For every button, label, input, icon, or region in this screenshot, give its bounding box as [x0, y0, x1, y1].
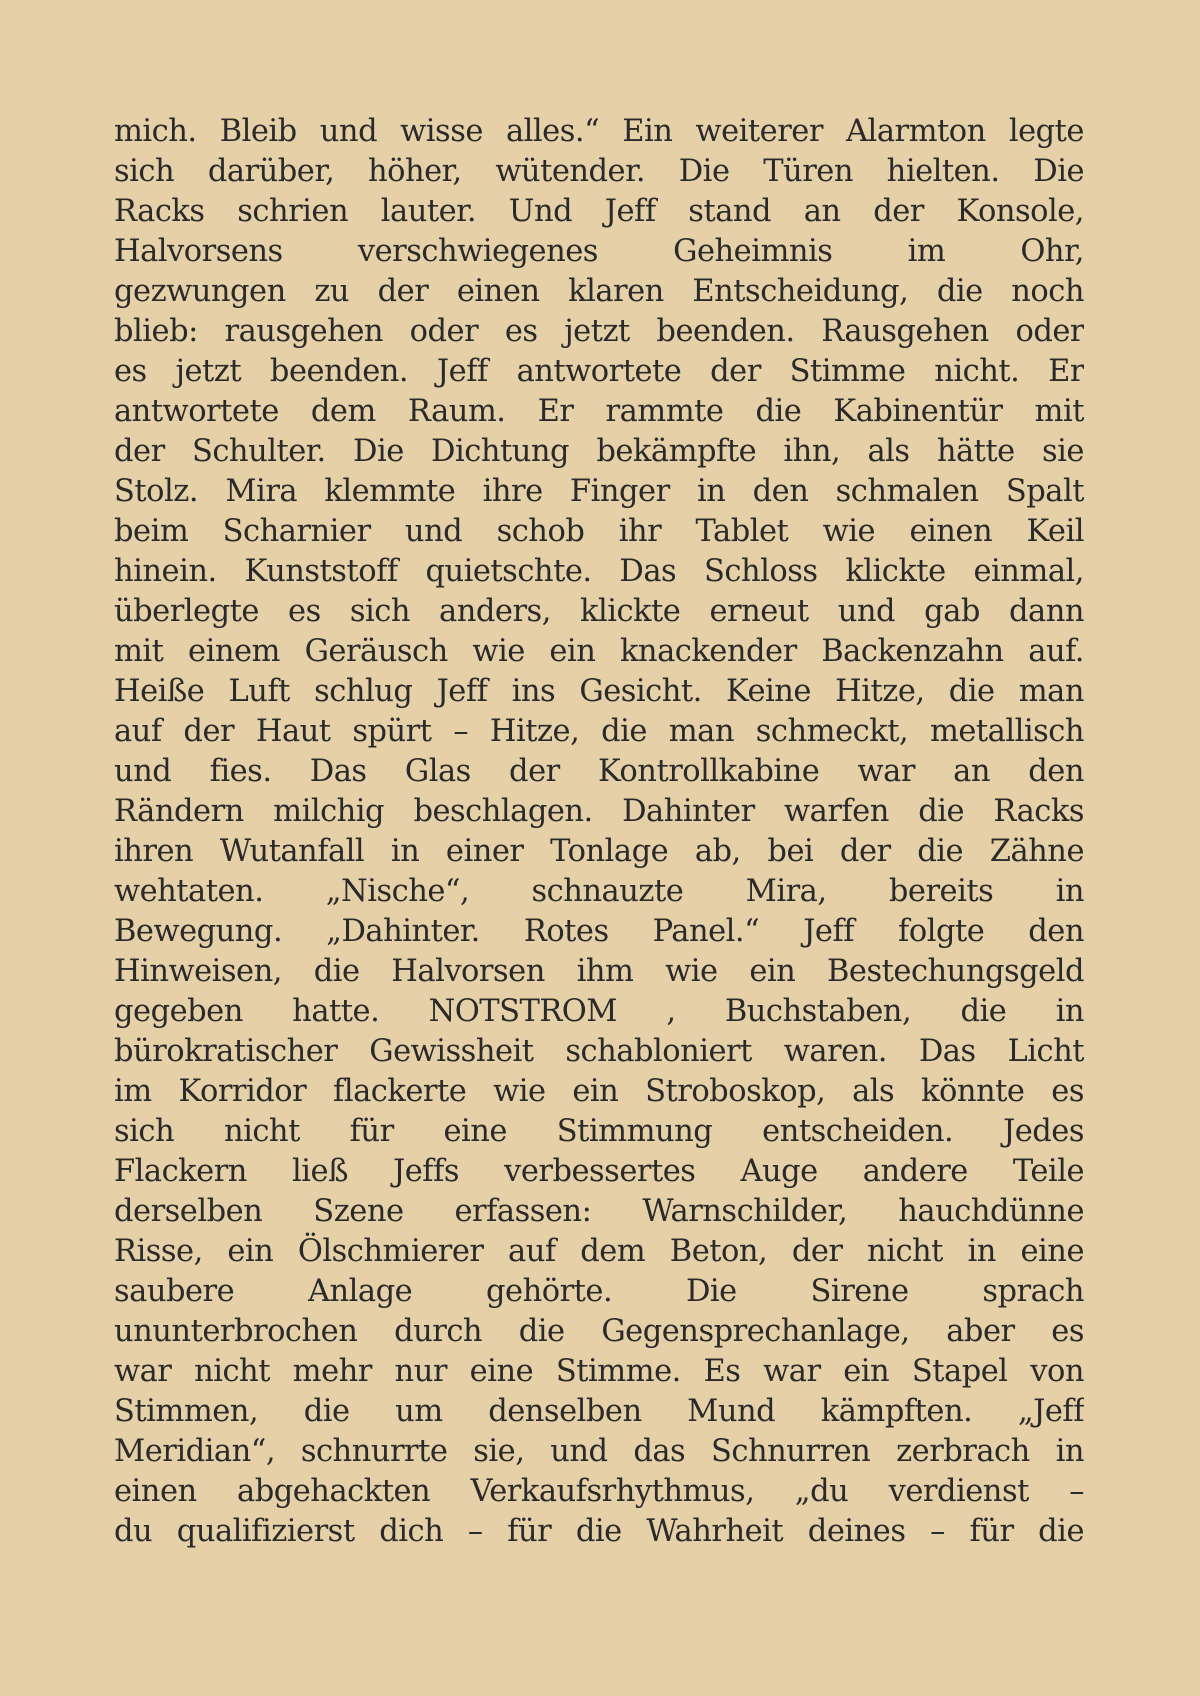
text-line: bürokratischer Gewissheit schabloniert waren. Das Licht	[114, 1034, 1084, 1069]
text-line: saubere Anlage gehörte. Die Sirene sprach	[114, 1274, 1084, 1309]
text-line: überlegte es sich anders, klickte erneut und gab dann	[114, 594, 1084, 629]
text-line: einen abgehackten Verkaufsrhythmus, „du verdienst –	[114, 1474, 1084, 1509]
body-text	[114, 112, 1084, 1552]
text-line: ihren Wutanfall in einer Tonlage ab, bei der die Zähne	[114, 834, 1084, 869]
text-line: Halvorsens verschwiegenes Geheimnis im Ohr,	[114, 234, 1084, 269]
book-page	[114, 112, 1084, 1592]
text-line: Stimmen, die um denselben Mund kämpften. „Jeff	[114, 1394, 1084, 1429]
text-line: wehtaten. „Nische“, schnauzte Mira, bereits in	[114, 874, 1084, 909]
text-line: gezwungen zu der einen klaren Entscheidung, die noch	[114, 274, 1084, 309]
text-line: Risse, ein Ölschmierer auf dem Beton, der nicht in eine	[114, 1234, 1084, 1269]
text-line: Heiße Luft schlug Jeff ins Gesicht. Keine Hitze, die man	[114, 674, 1084, 709]
text-line: derselben Szene erfassen: Warnschilder, hauchdünne	[114, 1194, 1084, 1229]
text-line: Rändern milchig beschlagen. Dahinter warfen die Racks	[114, 794, 1084, 829]
text-line: gegeben hatte. NOTSTROM , Buchstaben, die in	[114, 994, 1084, 1029]
text-line: Bewegung. „Dahinter. Rotes Panel.“ Jeff folgte den	[114, 914, 1084, 949]
text-line: du qualifizierst dich – für die Wahrheit deines – für die	[114, 1514, 1084, 1549]
text-line: blieb: rausgehen oder es jetzt beenden. Rausgehen oder	[114, 314, 1084, 349]
text-line: hinein. Kunststoff quietschte. Das Schloss klickte einmal,	[114, 554, 1084, 589]
text-line: auf der Haut spürt – Hitze, die man schmeckt, metallisch	[114, 714, 1084, 749]
text-line: sich nicht für eine Stimmung entscheiden. Jedes	[114, 1114, 1084, 1149]
text-line: mich. Bleib und wisse alles.“ Ein weiterer Alarmton legte	[114, 114, 1084, 149]
text-line: es jetzt beenden. Jeff antwortete der Stimme nicht. Er	[114, 354, 1084, 389]
text-line: ununterbrochen durch die Gegensprechanlage, aber es	[114, 1314, 1084, 1349]
text-line: mit einem Geräusch wie ein knackender Backenzahn auf.	[114, 634, 1084, 669]
text-line: beim Scharnier und schob ihr Tablet wie einen Keil	[114, 514, 1084, 549]
text-line: und fies. Das Glas der Kontrollkabine war an den	[114, 754, 1084, 789]
text-line: sich darüber, höher, wütender. Die Türen hielten. Die	[114, 154, 1084, 189]
text-line: Flackern ließ Jeffs verbessertes Auge andere Teile	[114, 1154, 1084, 1189]
text-line: Stolz. Mira klemmte ihre Finger in den schmalen Spalt	[114, 474, 1084, 509]
text-line: antwortete dem Raum. Er rammte die Kabinentür mit	[114, 394, 1084, 429]
text-line: Racks schrien lauter. Und Jeff stand an der Konsole,	[114, 194, 1084, 229]
text-line: der Schulter. Die Dichtung bekämpfte ihn, als hätte sie	[114, 434, 1084, 469]
text-line: im Korridor flackerte wie ein Stroboskop, als könnte es	[114, 1074, 1084, 1109]
text-line: Hinweisen, die Halvorsen ihm wie ein Bestechungsgeld	[114, 954, 1084, 989]
text-line: Meridian“, schnurrte sie, und das Schnurren zerbrach in	[114, 1434, 1084, 1469]
text-line: war nicht mehr nur eine Stimme. Es war ein Stapel von	[114, 1354, 1084, 1389]
